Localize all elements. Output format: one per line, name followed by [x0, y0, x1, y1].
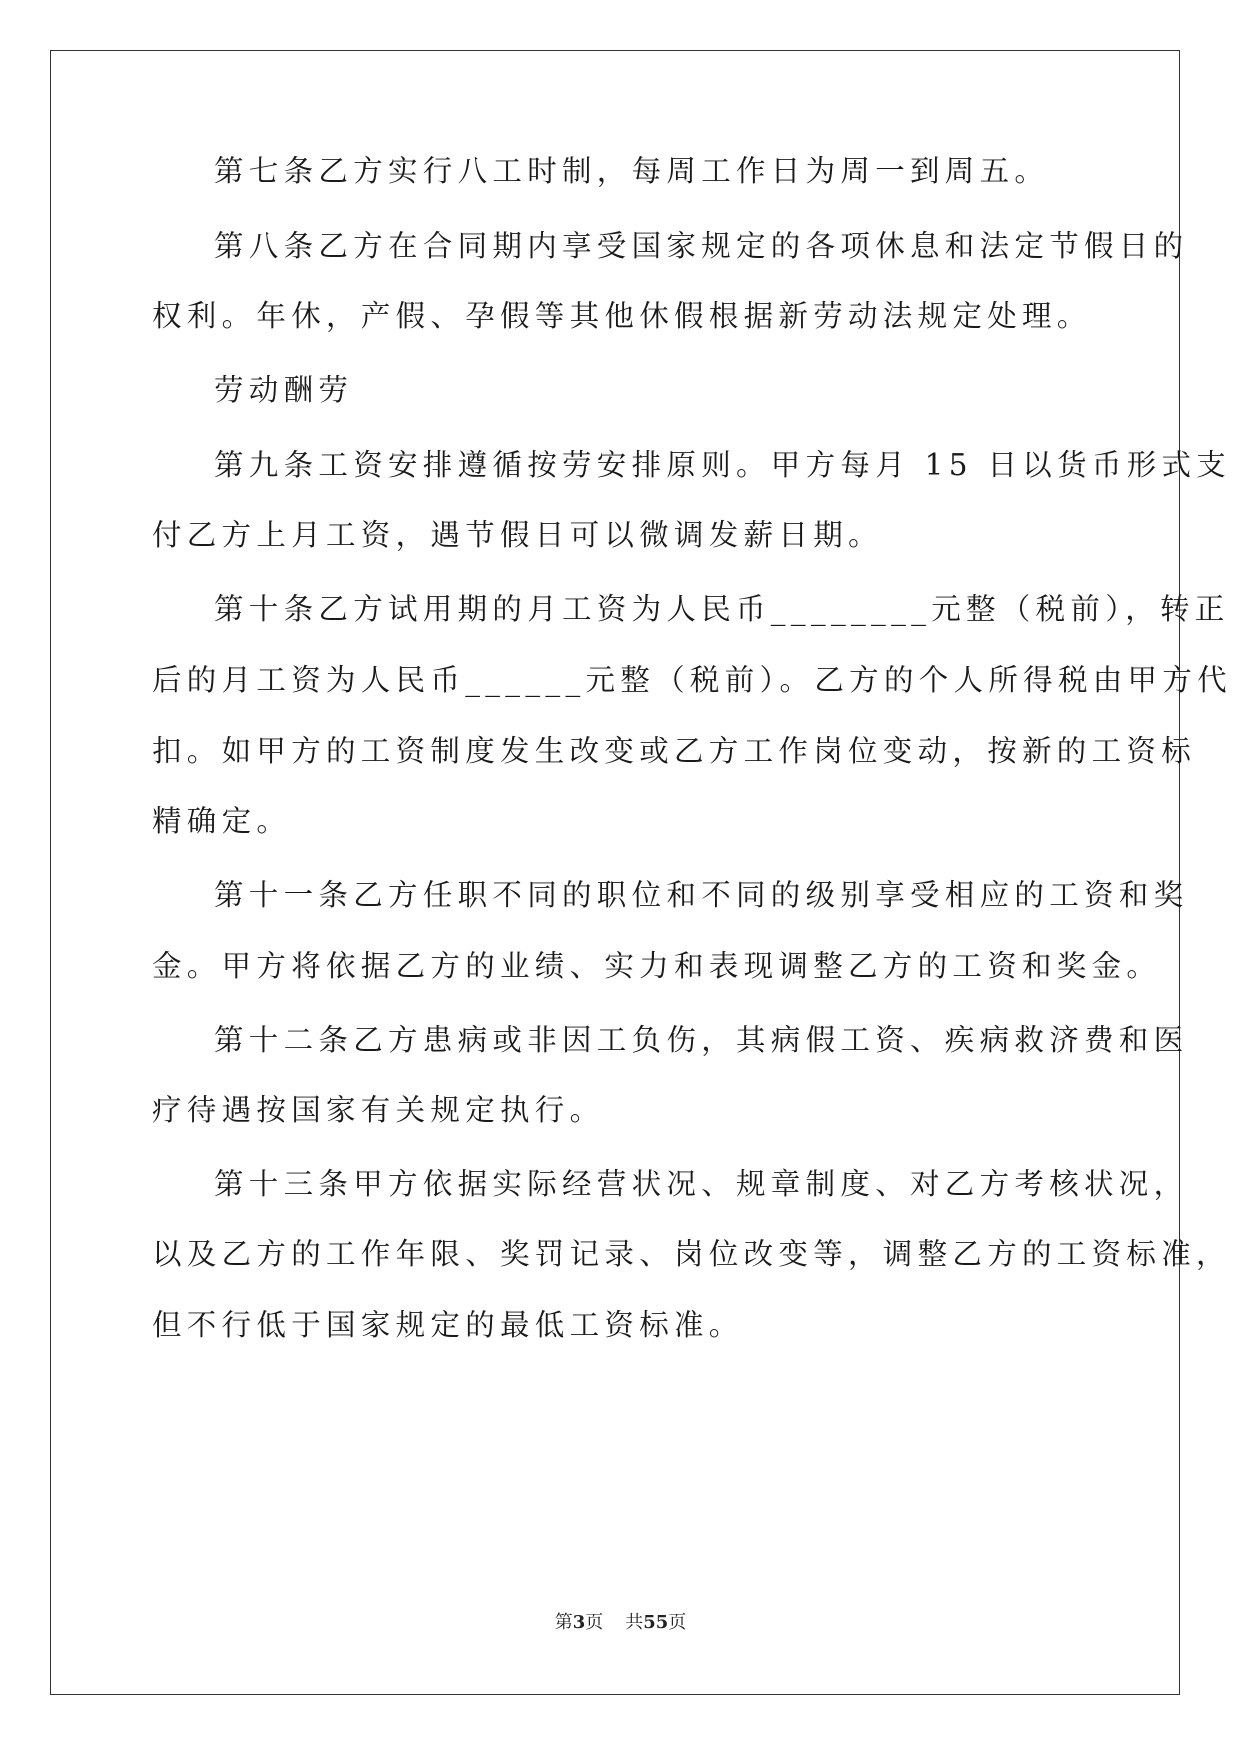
page-suffix: 页 [585, 1612, 604, 1633]
article-12-line-1: 第十二条乙方患病或非因工负伤，其病假工资、疾病救济费和医 [214, 1023, 1189, 1057]
article-8-line-2: 权利。年休，产假、孕假等其他休假根据新劳动法规定处理。 [152, 299, 1092, 333]
article-10-line-4: 精确定。 [152, 804, 292, 838]
article-9-line-2: 付乙方上月工资，遇节假日可以微调发薪日期。 [152, 518, 883, 552]
total-suffix: 页 [668, 1612, 687, 1633]
article-7-line-1: 第七条乙方实行八工时制，每周工作日为周一到周五。 [214, 154, 1050, 188]
article-10-line-2: 后的月工资为人民币______元整（税前）。乙方的个人所得税由甲方代 [152, 663, 1232, 697]
page-footer [0, 1611, 1241, 1635]
article-10-line-3: 扣。如甲方的工资制度发生改变或乙方工作岗位变动，按新的工资标 [152, 734, 1197, 768]
page-total-number: 55 [643, 1612, 669, 1633]
article-12-line-2: 疗待遇按国家有关规定执行。 [152, 1093, 605, 1127]
section-heading-labor-remuneration: 劳动酬劳 [214, 373, 354, 407]
article-11-line-1: 第十一条乙方任职不同的职位和不同的级别享受相应的工资和奖 [214, 878, 1189, 912]
article-13-line-3: 但不行低于国家规定的最低工资标准。 [152, 1308, 744, 1342]
article-10-line-1: 第十条乙方试用期的月工资为人民币________元整（税前），转正 [214, 592, 1230, 626]
page-current-number: 3 [572, 1612, 586, 1633]
article-9-line-1: 第九条工资安排遵循按劳安排原则。甲方每月 15 日以货币形式支 [214, 448, 1232, 482]
page-prefix: 第 [554, 1612, 573, 1633]
article-13-line-2: 以及乙方的工作年限、奖罚记录、岗位改变等，调整乙方的工资标准， [152, 1237, 1231, 1271]
article-11-line-2: 金。甲方将依据乙方的业绩、实力和表现调整乙方的工资和奖金。 [152, 949, 1162, 983]
article-8-line-1: 第八条乙方在合同期内享受国家规定的各项休息和法定节假日的 [214, 229, 1189, 263]
article-13-line-1: 第十三条甲方依据实际经营状况、规章制度、对乙方考核状况， [214, 1167, 1189, 1201]
total-prefix: 共 [625, 1612, 644, 1633]
